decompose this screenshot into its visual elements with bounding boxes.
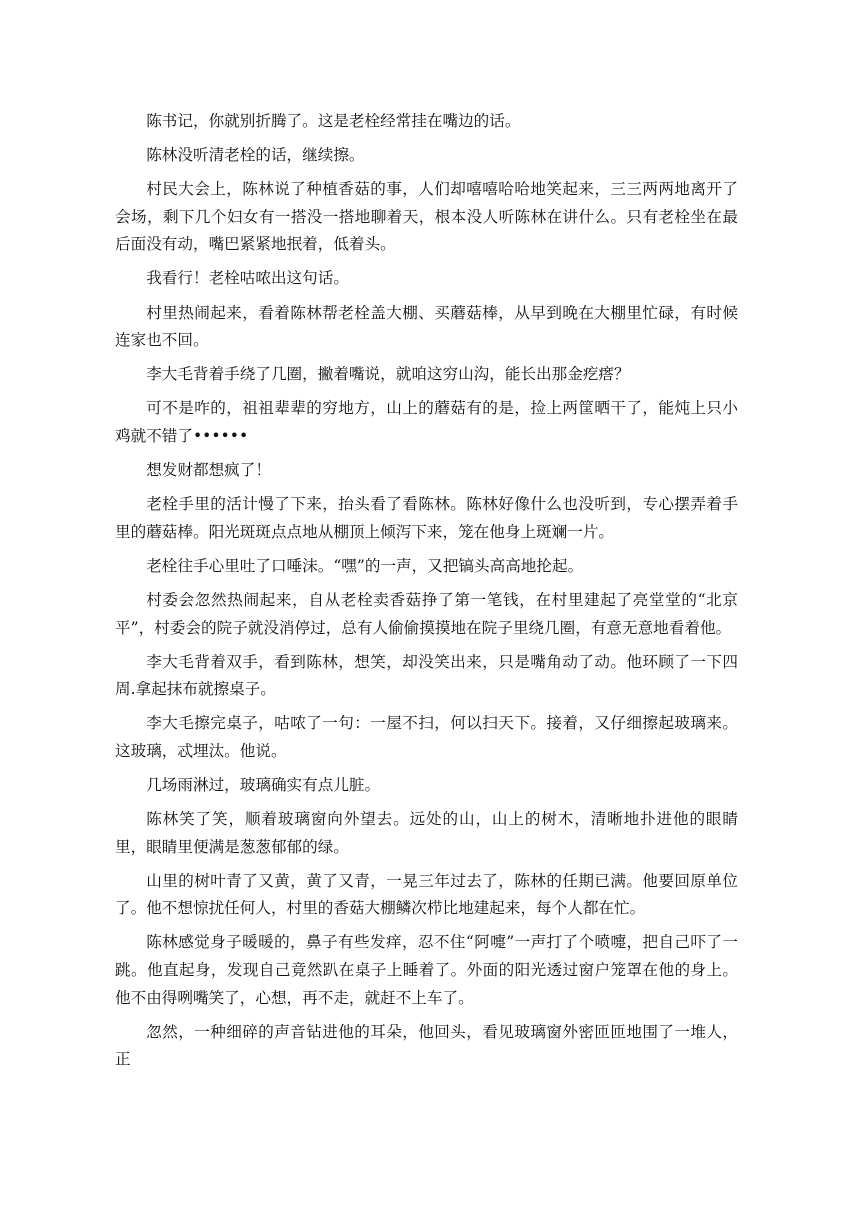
paragraph: 村委会忽然热闹起来，自从老栓卖香菇挣了第一笔钱，在村里建起了亮堂堂的“北京平”，村委会的院子就没消停过，总有人偷偷摸摸地在院子里绕几圈，有意无意地看着他。 (115, 590, 738, 637)
paragraph: 陈林笑了笑，顺着玻璃窗向外望去。远处的山，山上的树木，清晰地扑进他的眼睛里，眼睛里便满是葱葱郁郁的绿。 (115, 810, 738, 856)
paragraph: 李大毛擦完桌子，咕哝了一句：一屋不扫，何以扫天下。接着，又仔细擦起玻璃来。这玻璃，忒埋汰。他说。 (115, 714, 738, 760)
paragraph: 村里热闹起来，看着陈林帮老栓盖大棚、买蘑菇棒，从早到晚在大棚里忙碌，有时候连家也不回。 (115, 303, 738, 350)
paragraph: 想发财都想疯了！ (146, 461, 271, 480)
story-text-body (115, 108, 738, 1080)
paragraph: 忽然，一种细碎的声音钻进他的耳朵，他回头，看见玻璃窗外密匝匝地围了一堆人，正 (115, 1022, 738, 1069)
paragraph: 陈林感觉身子暖暖的，鼻子有些发痒，忍不住“阿嚏”一声打了个喷嚏，把自己吓了一跳。他直起身，发现自己竟然趴在桌子上睡着了。外面的阳光透过窗户笼罩在他的身上。他不由得咧嘴笑了，心想，再不走，就赶不上车了。 (115, 933, 738, 1007)
paragraph: 我看行！老栓咕哝出这句话。 (146, 269, 349, 288)
paragraph: 村民大会上，陈林说了种植香菇的事，人们却嘻嘻哈哈地笑起来，三三两两地离开了会场，剩下几个妇女有一搭没一搭地聊着天，根本没人听陈林在讲什么。只有老栓坐在最后面没有动，嘴巴紧紧地抿着，低着头。 (115, 180, 738, 254)
paragraph: 李大毛背着双手，看到陈林，想笑，却没笑出来，只是嘴角动了动。他环顾了一下四周.拿起抹布就擦桌子。 (115, 652, 738, 699)
paragraph: 陈书记，你就别折腾了。这是老栓经常挂在嘴边的话。 (146, 112, 521, 130)
paragraph: 几场雨淋过，玻璃确实有点儿脏。 (146, 775, 381, 794)
paragraph: 老栓往手心里吐了口唾沫。“嘿”的一声，又把镐头高高地抡起。 (146, 556, 584, 575)
paragraph: 李大毛背着手绕了几圈，撇着嘴说，就咱这穷山沟，能长出那金疙瘩？ (146, 365, 630, 384)
paragraph: 老栓手里的活计慢了下来，抬头看了看陈林。陈林好像什么也没听到，专心摆弄着手里的蘑菇棒。阳光斑斑点点地从棚顶上倾泻下来，笼在他身上斑斓一片。 (115, 495, 738, 541)
paragraph: 山里的树叶青了又黄，黄了又青，一晃三年过去了，陈林的任期已满。他要回原单位了。他不想惊扰任何人，村里的香菇大棚鳞次栉比地建起来，每个人都在忙。 (115, 871, 738, 918)
paragraph: 陈林没听清老栓的话，继续擦。 (146, 146, 365, 165)
paragraph: 可不是咋的，祖祖辈辈的穷地方，山上的蘑菇有的是，捡上两筐晒干了，能炖上只小鸡就不错了•••••• (115, 399, 738, 445)
